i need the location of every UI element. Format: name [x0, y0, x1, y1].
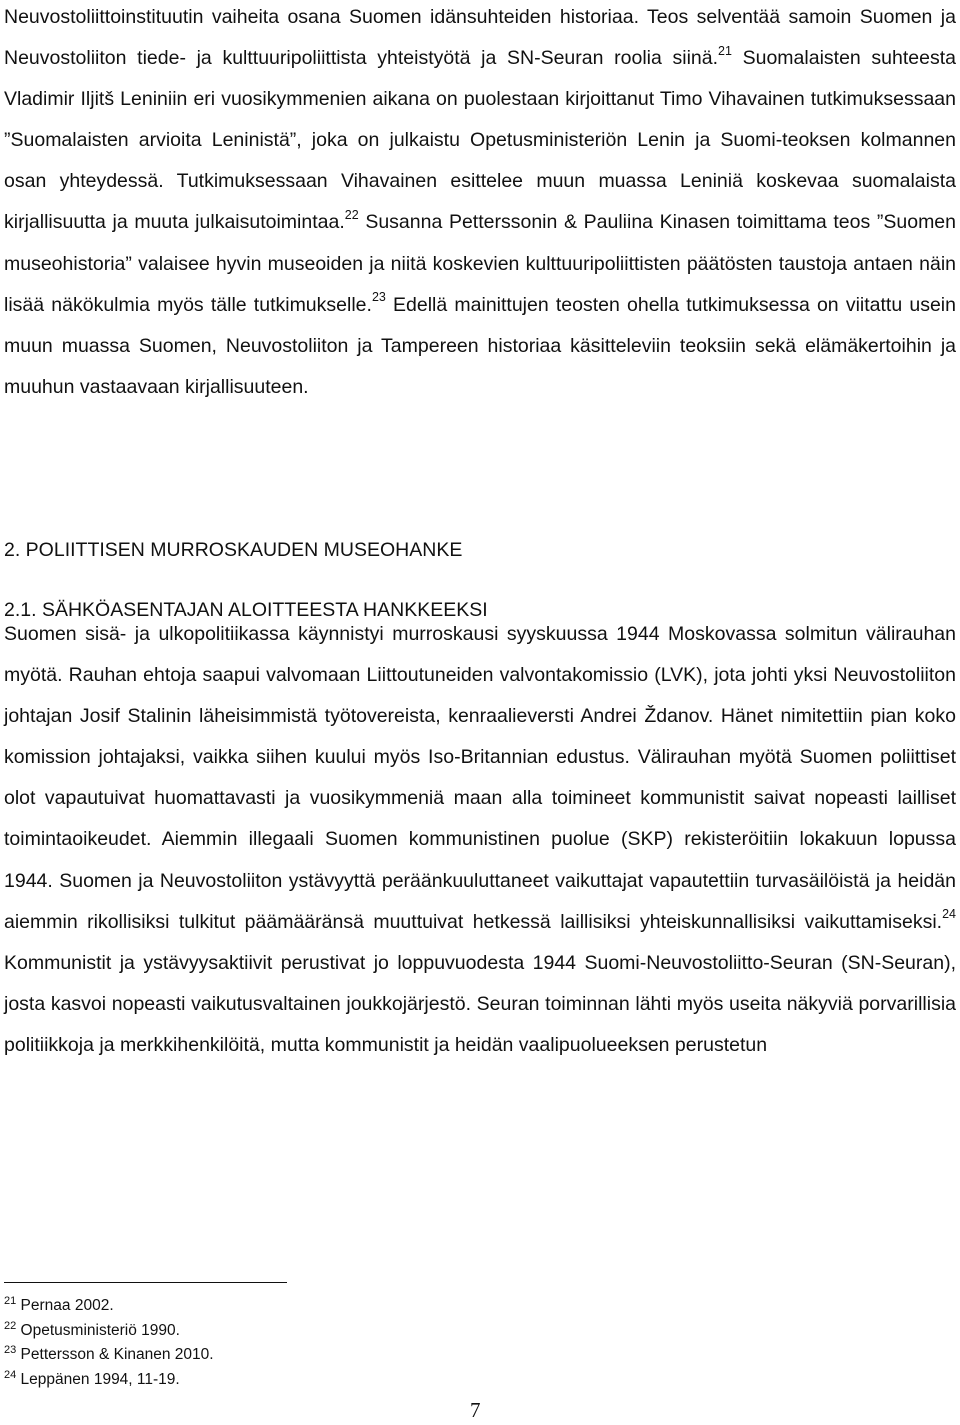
page-number: 7 — [470, 1398, 481, 1422]
paragraph-text: Suomalaisten suhteesta Vladimir Iljitš Leniniin eri vuosikymmenien aikana on puolestaan kirjoittanut Timo Vihavainen tutkimuksessaan ”Suomalaisten arvioita Leninistä”, joka on julkaistu Opetusministeriön Lenin ja Suomi-teoksen kolmannen osan yhteydessä. Tutkimuksessaan Vihavainen esittelee muun muassa Leniniä koskevaa suomalaista kirjallisuutta ja muuta julkaisutoimintaa. — [4, 47, 956, 234]
footnote-number: 22 — [4, 1319, 17, 1332]
footnote-reference[interactable]: 23 — [371, 290, 386, 305]
paragraph-text: Suomen sisä- ja ulkopolitiikassa käynnistyi murroskausi syyskuussa 1944 Moskovassa solmitun välirauhan myötä. Rauhan ehtoja saapui valvomaan Liittoutuneiden valvontakomissio (LVK), jota johti yksi Neuvostoliiton johtajan Josif Stalinin läheisimmistä työtovereista, kenraalieversti Andrei Ždanov. Hänet nimitettiin pian koko komission johtajaksi, vaikka siihen kuului myös Iso-Britannian edustus. Välirauhan myötä Suomen poliittiset olot vapautuivat huomattavasti ja vuosikymmeniä maan alla toimineet kommunistit saivat nopeasti lailliset toimintaoikeudet. Aiemmin illegaali Suomen kommunistinen puolue (SKP) rekisteröitiin lokakuun lopussa 1944. Suomen ja Neuvostoliiton ystävyyttä peräänkuuluttaneet vaikuttajat vapautettiin turvasäilöistä ja heidän aiemmin rikollisiksi tulkitut päämääränsä muuttuivat hetkessä laillisiksi yhteiskunnallisiksi vaikuttamiseksi. — [4, 623, 956, 933]
paragraph-text: Susanna Petterssonin & Pauliina Kinasen toimittama teos ”Suomen museohistoria” valaisee hyvin museoiden ja niitä koskevien kulttuuripoliittisten päätösten taustoja antaen näin lisää näkökulmia myös tälle tutkimukselle. — [4, 211, 956, 316]
footnote-item — [4, 1319, 214, 1344]
footnote-text: Pernaa 2002. — [16, 1297, 114, 1314]
footnote-reference[interactable]: 24 — [942, 907, 956, 922]
footnote-number: 21 — [4, 1294, 17, 1307]
paragraph-text: Edellä mainittujen teosten ohella tutkimuksessa on viitattu usein muun muassa Suomen, Neuvostoliiton ja Tampereen historiaa käsitteleviin teoksiin sekä elämäkertoihin ja muuhun vastaavaan kirjallisuuteen. — [4, 293, 956, 398]
footnote-reference[interactable]: 22 — [344, 207, 359, 222]
document-page — [4, 0, 956, 1425]
paragraph-text: Neuvostoliittoinstituutin vaiheita osana Suomen idänsuhteiden historiaa. Teos selventää samoin Suomen ja Neuvostoliiton tiede- ja kulttuuripoliittista yhteistyötä ja SN-Seuran roolia siinä. — [4, 6, 956, 70]
footnotes-list — [4, 1294, 214, 1392]
footnote-item — [4, 1368, 214, 1393]
footnote-text: Pettersson & Kinanen 2010. — [16, 1346, 214, 1364]
paragraph-text: Kommunistit ja ystävyysaktiivit perustivat jo loppuvuodesta 1944 Suomi-Neuvostoliitto-Seuran (SN-Seuran), josta kasvoi nopeasti vaikutusvaltainen joukkojärjestö. Seuran toiminnan lähti myös useita näkyviä porvarillisia politiikkoja ja merkkihenkilöitä, mutta kommunistit ja heidän vaalipuolueeksen perustetun — [4, 951, 956, 1056]
chapter-heading: 2. POLIITTISEN MURROSKAUDEN MUSEOHANKE — [4, 539, 463, 561]
footnote-separator — [4, 1282, 287, 1283]
footnote-item — [4, 1343, 214, 1368]
section-heading: 2.1. SÄHKÖASENTAJAN ALOITTEESTA HANKKEEKSI — [4, 599, 488, 621]
footnote-text: Opetusministeriö 1990. — [16, 1321, 180, 1339]
footnote-reference[interactable]: 21 — [718, 43, 732, 58]
body-paragraph-main — [4, 614, 956, 1066]
footnote-number: 23 — [4, 1344, 17, 1357]
footnote-text: Leppänen 1994, 11-19. — [16, 1370, 180, 1388]
footnote-number: 24 — [4, 1368, 17, 1381]
body-paragraph-intro — [4, 0, 956, 408]
footnote-item — [4, 1294, 214, 1319]
